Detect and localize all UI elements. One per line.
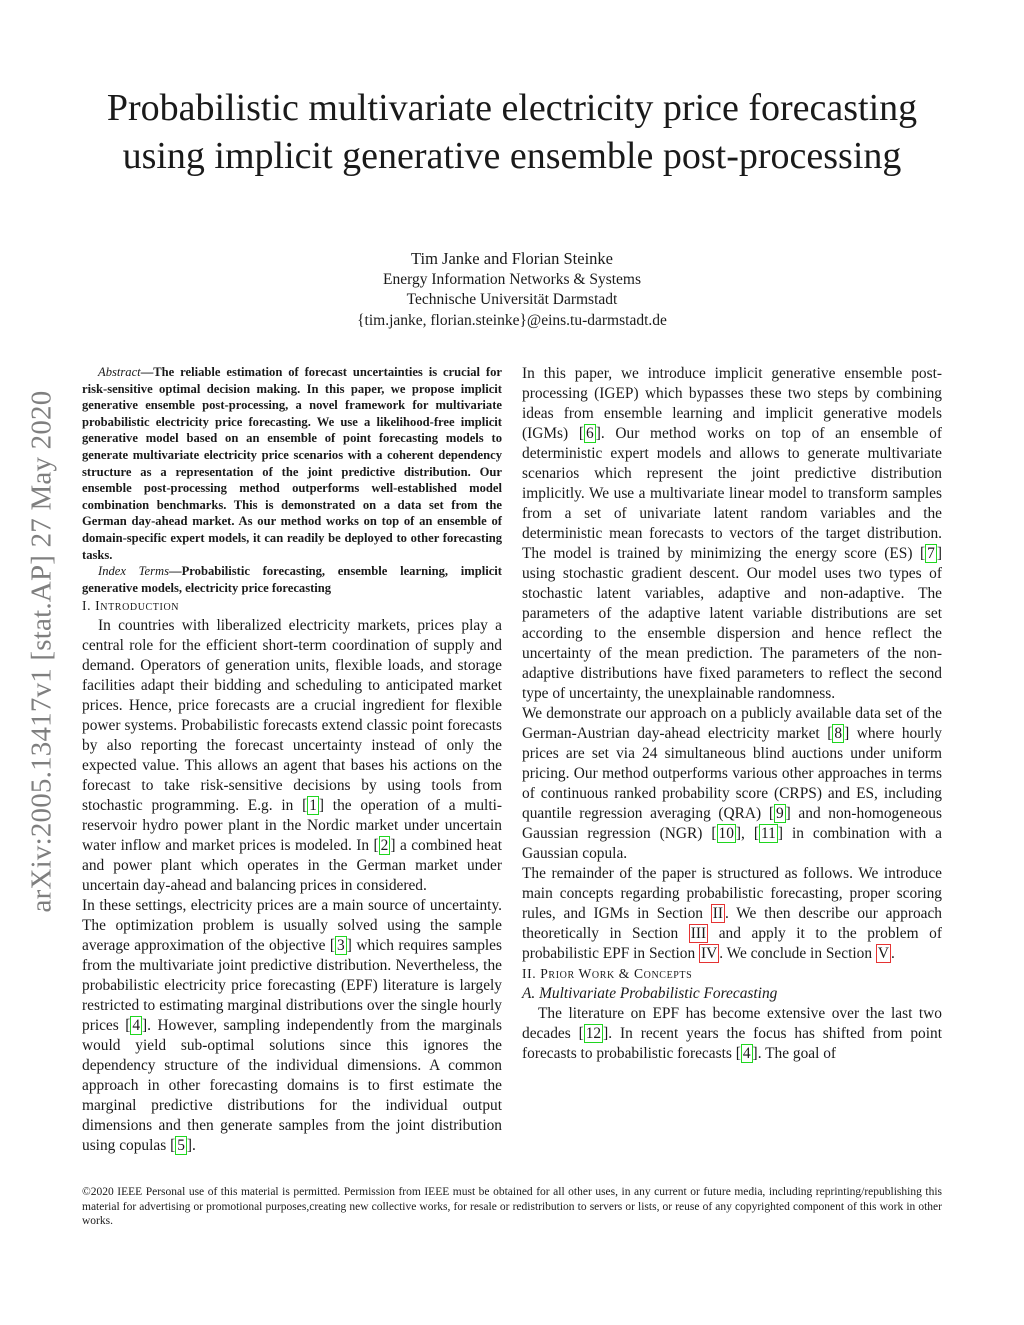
index-terms-label: Index Terms (98, 564, 170, 579)
section-ref-link[interactable]: IV (701, 945, 718, 962)
text-run: . We then describe our approach theoretically in Section (522, 905, 943, 942)
author-emails: {tim.janke, florian.steinke}@eins.tu-darmstadt.de (357, 312, 667, 329)
section-title: Prior Work & Concepts (540, 966, 693, 981)
paragraph: We demonstrate our approach on a publicly available data set of the German-Austrian day-ahead electricity market [ 8 ] where hourly prices are set via 24 simultaneous blind auctions under uniform pricing. Our method outperforms various other approaches in terms of continuous ranked probability score (CRPS) and ES, including quantile regression averaging (QRA) [ 9 ] and non-homogeneous Gaussian regression (NGR) [ 10 ], [ 11 ] in combination with a Gaussian copula. (522, 705, 942, 862)
section-heading-prior-work (522, 964, 942, 984)
text-run: the operation of a multi-reservoir hydro power plant in the Nordic market under uncertain water inflow and market prices is modeled. In (82, 797, 502, 855)
text-run: in combination with a Gaussian copula. (522, 825, 942, 862)
paragraph: The literature on EPF has become extensive over the last two decades [ 12 ]. In recent years the focus has shifted from point forecasts to probabilistic forecasts [ 4 ]. The goal of (522, 1005, 942, 1062)
citation-link[interactable]: 5 (177, 1137, 185, 1155)
abstract (82, 364, 502, 563)
paper-title: Probabilistic multivariate electricity price forecasting using implicit generative ensemble post-processing (106, 87, 918, 177)
section-title: Introduction (95, 598, 180, 614)
text-run: a combined heat and power plant which operates in the German market under uncertain day-ahead and balancing prices in considered. (82, 837, 502, 895)
text-run: . In recent years the focus has shifted from point forecasts to probabilistic forecasts (522, 1025, 942, 1062)
text-run: and non-homogeneous Gaussian regression (NGR) (522, 805, 942, 842)
abstract-dash: — (140, 365, 154, 379)
text-run: which requires samples from the multivariate joint predictive distribution. Nevertheless, the probabilistic electricity price forecasting (EPF) literature is largely restricted to estimating marginal distributions over the single hourly prices (82, 937, 502, 1035)
left-column (82, 364, 502, 1156)
citation-link[interactable]: 4 (742, 1045, 751, 1062)
citation-link[interactable]: 2 (380, 837, 389, 855)
authors: Tim Janke and Florian Steinke (411, 249, 613, 268)
text-run: . Our method works on top of an ensemble of deterministic expert models and allows to generate multivariate scenarios which represent the joint predictive distribution implicitly. We use a multivariate linear model to transform samples from a set of univariate latent random variables and the deterministic mean forecasts to vectors of the target distribution. The model is trained by minimizing the energy score (ES) (522, 425, 942, 562)
text-run: where hourly prices are set via 24 simultaneous blind auctions under uniform pricing. Our method outperforms various other approaches in terms of continuous ranked probability score (CRPS) and ES, including quantile regression averaging (QRA) (522, 725, 942, 822)
affiliation-university: Technische Universität Darmstadt (406, 291, 618, 308)
abstract-label: Abstract (98, 365, 141, 379)
text-run: The literature on EPF has become extensive over the last two decades (522, 1005, 942, 1042)
citation-link[interactable]: 12 (585, 1025, 602, 1042)
affiliation-group: Energy Information Networks & Systems (382, 271, 641, 288)
paragraph: In this paper, we introduce implicit generative ensemble post-processing (IGEP) which bypasses these two steps by combining ideas from ensemble learning and implicit generative models (IGMs) [ 6 ]. Our method works on top of an ensemble of deterministic expert models and allows to generate multivariate scenarios which represent the joint predictive distribution implicitly. We use a multivariate linear model to transform samples from a set of univariate latent random variables and the deterministic mean forecasts to vectors of the target distribution. The model is trained by minimizing the energy score (ES) [ 7 ] using stochastic gradient descent. Our model uses two types of stochastic latent variables, adaptive and non-adaptive. The parameters of the adaptive latent variable distributions are set according to the ensemble dispersion and hence reflect the uncertainty of the mean prediction. The parameters of the non-adaptive distributions have fixed parameters to reflect the second type of uncertainty, the unexplainable randomness. (522, 365, 942, 702)
citation-link[interactable]: 7 (927, 545, 935, 562)
paragraph (522, 864, 942, 964)
text-run: using stochastic gradient descent. Our model uses two types of stochastic latent variables, adaptive and non-adaptive. The parameters of the adaptive latent variable distributions are set according to the ensemble dispersion and hence reflect the uncertainty of the mean prediction. The parameters of the non-adaptive distributions have fixed parameters to reflect the second type of uncertainty, the unexplainable randomness. (522, 565, 942, 702)
section-ref-link[interactable]: V (877, 945, 889, 962)
text-run: In countries with liberalized electricity markets, prices play a central role for the efficient short-term coordination of supply and demand. Operators of generation units, flexible loads, and storage facilities adapt their bidding and scheduling to anticipated market prices. Hence, price forecasts are a crucial ingredient for flexible power systems. Probabilistic forecasts extend classic point forecasts by also reporting the forecast uncertainty instead of only the expected value. This allows an agent that bases his actions on the forecast to take risk-sensitive decisions by using tools from stochastic programming. E.g. in (82, 617, 502, 815)
text-run: The remainder of the paper is structured as follows. We introduce main concepts regarding probabilistic forecasting, proper scoring rules, and IGMs in Section (522, 865, 942, 922)
paragraph: In countries with liberalized electricity markets, prices play a central role for the efficient short-term coordination of supply and demand. Operators of generation units, flexible loads, and storage facilities adapt their bidding and scheduling to anticipated market prices. Hence, price forecasts are a crucial ingredient for flexible power systems. Probabilistic forecasts extend classic point forecasts by also reporting the forecast uncertainty instead of only the expected value. This allows an agent that bases his actions on the forecast to take risk-sensitive decisions by using tools from stochastic programming. E.g. in [ 1 ] the operation of a multi-reservoir hydro power plant in the Nordic market under uncertain water inflow and market prices is modeled. In [ 2 ] a combined heat and power plant which operates in the German market under uncertain day-ahead and balancing prices in considered. (82, 617, 502, 895)
text-run: In these settings, electricity prices are a main source of uncertainty. The optimization problem is usually solved using the sample average approximation of the objective (82, 897, 502, 955)
text-run: . (891, 945, 895, 962)
citation-link[interactable]: 4 (132, 1017, 141, 1035)
abstract-text: The reliable estimation of forecast uncertainties is crucial for risk-sensitive optimal decision making. In this paper, we propose implicit generative ensemble post-processing, a novel framework for multivariate probabilistic electricity price forecasting. We use a likelihood-free implicit generative model based on an ensemble of point forecasting models to generate multivariate electricity price scenarios with a coherent dependency structure as a representation of the joint predictive distribution. Our ensemble post-processing method outperforms well-established model combination benchmarks. This is demonstrated on a data set from the German day-ahead market. As our method works on top of an ensemble of domain-specific expert models, it can readily be deployed to other forecasting tasks. (82, 365, 502, 562)
text-run: , (741, 825, 754, 842)
subsection-heading: A. Multivariate Probabilistic Forecasting (522, 985, 778, 1002)
citation-link[interactable]: 1 (309, 797, 317, 815)
citation-link[interactable]: 9 (775, 805, 784, 822)
arxiv-stamp (21, 344, 63, 959)
text-run: . The goal of (757, 1045, 837, 1062)
paragraph: In these settings, electricity prices are a main source of uncertainty. The optimization problem is usually solved using the sample average approximation of the objective [ 3 ] which requires samples from the multivariate joint predictive distribution. Nevertheless, the probabilistic electricity price forecasting (EPF) literature is largely restricted to estimating marginal distributions over the single hourly prices [ 4 ]. However, sampling independently from the marginals would yield sub-optimal solutions since this ignores the dependency structure of the individual dimensions. A common approach in other forecasting domains is to first estimate the marginal predictive distributions for the individual output dimensions and then generate samples from the joint distribution using copulas [ 5 ]. (82, 897, 502, 1155)
text-run: and apply it to the problem of probabilistic EPF in Section (522, 925, 942, 962)
text-run: . (192, 1137, 196, 1155)
section-numeral: I. (82, 598, 92, 614)
citation-link[interactable]: 6 (586, 425, 594, 442)
text-run: In this paper, we introduce implicit generative ensemble post-processing (IGEP) which bypasses these two steps by combining ideas from ensemble learning and implicit generative models (IGMs) (522, 365, 942, 442)
text-run: . We conclude in Section (719, 945, 876, 962)
index-terms-text: —Probabilistic forecasting, ensemble learning, implicit generative models, electricity price forecasting (82, 564, 502, 595)
citation-link[interactable]: 3 (337, 937, 345, 955)
citation-link[interactable]: 8 (834, 725, 843, 742)
index-terms (82, 563, 502, 596)
section-numeral: II. (522, 966, 537, 981)
text-run: We demonstrate our approach on a publicly available data set of the German-Austrian day-ahead electricity market (522, 705, 942, 742)
right-column (522, 364, 942, 1064)
citation-link[interactable]: 10 (718, 825, 734, 842)
copyright-notice: ©2020 IEEE Personal use of this material is permitted. Permission from IEEE must be obtained for all other uses, in any current or future media, including reprinting/republishing this material for advertising or promotional purposes,creating new collective works, for resale or redistribution to servers or lists, or reuse of any copyrighted component of this work in other works. (82, 1186, 942, 1227)
section-heading-introduction (82, 596, 502, 616)
section-ref-link[interactable]: III (690, 925, 707, 942)
section-ref-link[interactable]: II (712, 905, 723, 922)
arxiv-id: arXiv:2005.13417v1 [stat.AP] 27 May 2020 (25, 390, 58, 913)
text-run: . However, sampling independently from the marginals would yield sub-optimal solutions since this ignores the dependency structure of the individual dimensions. A common approach in other forecasting domains is to first estimate the marginal predictive distributions for the individual output dimensions and then generate samples from the joint distribution using copulas (82, 1017, 502, 1155)
citation-link[interactable]: 11 (761, 825, 776, 842)
